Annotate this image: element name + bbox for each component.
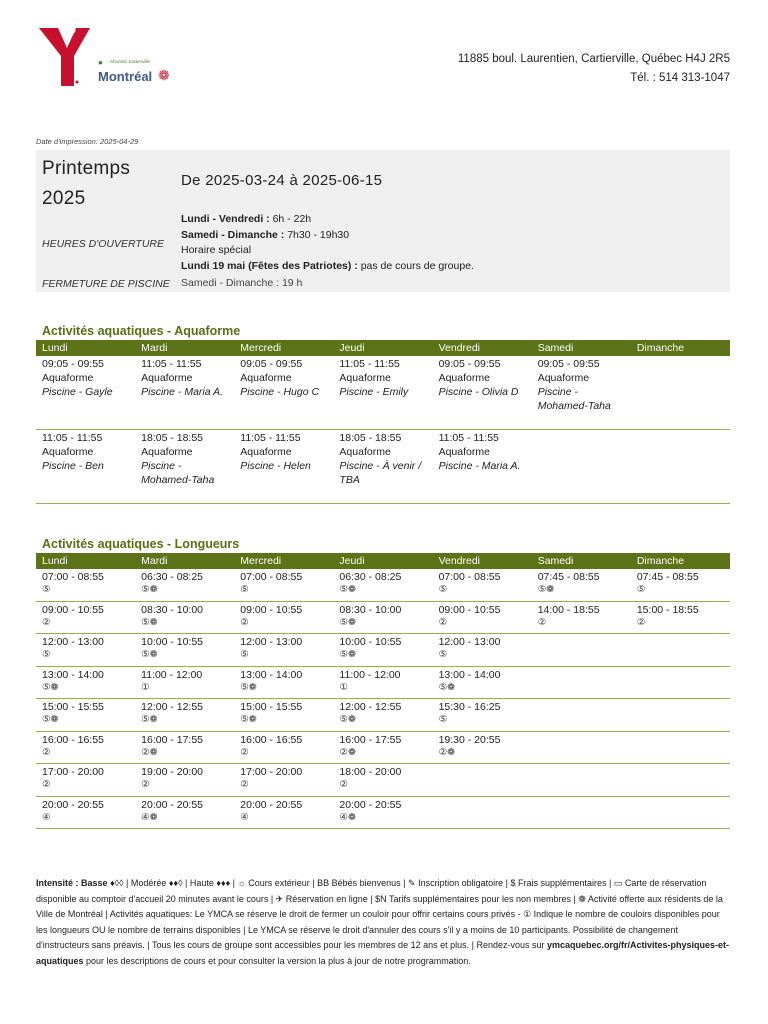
lane-time: 07:45 - 08:55 bbox=[636, 571, 699, 583]
lane-cell[interactable] bbox=[135, 634, 234, 667]
lane-time: 07:45 - 08:55 bbox=[537, 571, 600, 583]
lane-count-icon: ⑤ bbox=[438, 649, 448, 660]
class-location-instructor: Piscine - Emily bbox=[339, 386, 409, 398]
lane-count-icon: ⑤❁ bbox=[240, 714, 257, 725]
lane-count-icon: ⑤❁ bbox=[438, 681, 456, 693]
class-name: Aquaforme bbox=[141, 446, 193, 458]
lane-count-icon: ⑤❁ bbox=[42, 681, 59, 693]
lane-count-icon: ② bbox=[438, 616, 448, 628]
address: 11885 boul. Laurentien, Cartierville, Québec H4J 2R5 bbox=[457, 53, 730, 65]
lane-cell bbox=[631, 666, 730, 699]
lane-time: 16:00 - 16:55 bbox=[240, 733, 303, 746]
lane-time: 12:00 - 12:55 bbox=[339, 701, 402, 713]
lane-cell bbox=[631, 764, 730, 797]
lane-time: 08:30 - 10:00 bbox=[339, 603, 402, 616]
lane-count-icon: ④❁ bbox=[141, 811, 158, 823]
lane-count-icon: ⑤ bbox=[42, 649, 51, 660]
lane-cell bbox=[532, 764, 631, 797]
class-name: Aquaforme bbox=[339, 372, 391, 384]
montreal-flower-icon: ❁ bbox=[158, 67, 170, 83]
class-cell[interactable] bbox=[36, 356, 135, 430]
lane-count-icon: ⑤❁ bbox=[141, 714, 158, 725]
class-location-instructor: Piscine - Maria A. bbox=[438, 460, 521, 472]
lane-time: 17:00 - 20:00 bbox=[240, 766, 303, 778]
lane-time: 09:00 - 10:55 bbox=[240, 603, 303, 616]
lane-count-icon: ② bbox=[141, 779, 150, 790]
lane-count-icon: ② bbox=[339, 779, 348, 790]
day-header-mardi: Mardi bbox=[135, 340, 234, 356]
lane-count-icon: ② bbox=[240, 779, 249, 790]
lane-count-icon: ② bbox=[636, 616, 646, 628]
class-location-instructor: Piscine - Hugo C bbox=[240, 386, 320, 398]
lane-time: 16:00 - 16:55 bbox=[42, 733, 104, 746]
class-cell[interactable] bbox=[135, 430, 234, 504]
lane-time: 08:30 - 10:00 bbox=[141, 603, 204, 616]
lane-time: 11:00 - 12:00 bbox=[141, 668, 203, 681]
lane-cell[interactable] bbox=[333, 569, 432, 601]
class-cell[interactable] bbox=[135, 356, 234, 430]
aquaforme-title: Activités aquatiques - Aquaforme bbox=[42, 324, 241, 338]
class-location-instructor: Piscine - Ben bbox=[42, 460, 104, 472]
phone: Tél. : 514 313-1047 bbox=[630, 72, 730, 84]
lane-cell[interactable] bbox=[36, 601, 135, 634]
lane-cell[interactable] bbox=[234, 569, 333, 601]
lane-time: 12:00 - 12:55 bbox=[141, 701, 204, 713]
class-location-instructor: Piscine - Mohamed-Taha bbox=[537, 386, 611, 412]
class-time: 11:05 - 11:55 bbox=[42, 432, 103, 444]
lane-count-icon: ⑤❁ bbox=[141, 649, 158, 660]
class-cell[interactable] bbox=[333, 356, 432, 430]
day-header-samedi: Samedi bbox=[532, 340, 631, 356]
class-name: Aquaforme bbox=[42, 372, 94, 384]
season-line1: Printemps bbox=[42, 158, 131, 179]
lane-time: 20:00 - 20:55 bbox=[42, 798, 104, 811]
lane-count-icon: ⑤❁ bbox=[141, 584, 158, 595]
lane-cell[interactable] bbox=[532, 601, 631, 634]
lane-time: 10:00 - 10:55 bbox=[141, 636, 204, 648]
lane-time: 20:00 - 20:55 bbox=[141, 798, 204, 811]
lane-cell[interactable] bbox=[36, 764, 135, 797]
hours-details bbox=[181, 212, 474, 292]
lane-cell bbox=[532, 731, 631, 764]
season-line2: 2025 bbox=[42, 188, 86, 209]
lane-time: 07:00 - 08:55 bbox=[240, 571, 303, 583]
lane-cell[interactable] bbox=[135, 764, 234, 797]
class-name: Aquaforme bbox=[240, 446, 292, 458]
class-cell[interactable] bbox=[433, 356, 532, 430]
lane-cell[interactable] bbox=[36, 666, 135, 699]
legend: Intensité : Basse ♦◊◊ | Modérée ♦♦◊ | Haute ♦♦♦ | ☼ Cours extérieur | BB Bébés bienvenus | ✎ Inscription obligatoire | $ Frais supplémentaires | ▭ Carte de réservation disponible au comptoir d'accueil 20 minutes avant le cours | ✈ Réservation en ligne | $N Tarifs supplémentaires pour les non membres | ❁ Activité offerte aux résidents de la Ville de Montréal | Activités aquatiques: Le YMCA se réserve le droit de fermer un couloir pour offrir certains cours privés - ① Indique le nombre de couloirs disponibles pour les longueurs OU le nombre de terrains disponibles | Le YMCA se réserve le droit d'annuler des cours s'il y a moins de 10 participants. Possibilité de changement d'instructeurs sans préavis. | Tous les cours de groupe sont accessibles pour les membres de 12 ans et plus. | Rendez-vous sur ymcaquebec.org/fr/Activites-physiques-et-aquatiques pour les descriptions de cours et pour consulter la version la plus à jour de notre programmation. bbox=[36, 878, 730, 966]
lane-cell[interactable] bbox=[234, 796, 333, 829]
lane-cell[interactable] bbox=[532, 569, 631, 601]
lane-cell bbox=[532, 666, 631, 699]
table-row bbox=[36, 764, 730, 797]
lane-time: 12:00 - 13:00 bbox=[42, 636, 104, 648]
lane-time: 09:00 - 10:55 bbox=[42, 603, 104, 616]
lane-cell[interactable] bbox=[631, 569, 730, 601]
table-row bbox=[36, 569, 730, 601]
lane-time: 11:00 - 12:00 bbox=[339, 668, 401, 681]
lane-time: 16:00 - 17:55 bbox=[141, 733, 204, 746]
season-date-range: De 2025-03-24 à 2025-06-15 bbox=[181, 172, 383, 189]
class-name: Aquaforme bbox=[537, 372, 590, 384]
lane-cell bbox=[532, 634, 631, 667]
lane-count-icon: ⑤ bbox=[240, 649, 249, 660]
lane-cell[interactable] bbox=[36, 634, 135, 667]
lane-time: 16:00 - 17:55 bbox=[339, 733, 402, 746]
lane-count-icon: ⑤❁ bbox=[339, 616, 356, 628]
lane-cell[interactable] bbox=[433, 666, 532, 699]
class-time: 11:05 - 11:55 bbox=[240, 432, 301, 444]
lane-count-icon: ④ bbox=[42, 811, 51, 823]
day-header-vendredi: Vendredi bbox=[433, 340, 532, 356]
day-header-dimanche: Dimanche bbox=[631, 553, 730, 569]
class-time: 11:05 - 11:55 bbox=[339, 358, 400, 370]
lane-count-icon: ⑤❁ bbox=[537, 584, 555, 595]
table-row bbox=[36, 430, 730, 504]
lane-time: 13:00 - 14:00 bbox=[42, 668, 104, 681]
day-header-vendredi: Vendredi bbox=[433, 553, 532, 569]
class-time: 09:05 - 09:55 bbox=[42, 358, 104, 370]
class-time: 09:05 - 09:55 bbox=[537, 358, 600, 370]
holiday-note: Lundi 19 mai (Fêtes des Patriotes) : pas de cours de groupe. bbox=[181, 259, 474, 272]
lane-count-icon: ②❁ bbox=[438, 746, 456, 758]
lane-count-icon: ⑤ bbox=[240, 584, 249, 595]
lane-time: 10:00 - 10:55 bbox=[339, 636, 402, 648]
class-time: 18:05 - 18:55 bbox=[339, 432, 402, 444]
lane-count-icon: ② bbox=[42, 779, 51, 790]
lane-cell bbox=[532, 796, 631, 829]
table-row bbox=[36, 666, 730, 699]
day-header-mercredi: Mercredi bbox=[234, 553, 333, 569]
lane-count-icon: ⑤ bbox=[438, 584, 448, 595]
website-link[interactable]: ymcaquebec.org/fr/Activites-physiques-et-aquatiques bbox=[36, 940, 730, 966]
lane-cell[interactable] bbox=[234, 666, 333, 699]
lane-time: 07:00 - 08:55 bbox=[438, 571, 501, 583]
class-cell bbox=[631, 430, 730, 504]
lane-cell[interactable] bbox=[234, 601, 333, 634]
aquaforme-table bbox=[36, 340, 730, 504]
day-header-dimanche: Dimanche bbox=[631, 340, 730, 356]
day-header-row bbox=[36, 553, 730, 569]
org-city-label: Montréal bbox=[98, 69, 153, 84]
lane-cell bbox=[433, 764, 532, 797]
lane-time: 18:00 - 20:00 bbox=[339, 766, 402, 778]
day-header-samedi: Samedi bbox=[532, 553, 631, 569]
lane-cell bbox=[631, 634, 730, 667]
ymca-logo bbox=[36, 26, 196, 90]
lane-cell bbox=[433, 796, 532, 829]
class-location-instructor: Piscine - Maria A. bbox=[141, 386, 224, 398]
lane-cell[interactable] bbox=[234, 731, 333, 764]
lane-count-icon: ⑤❁ bbox=[141, 616, 158, 628]
special-schedule: Horaire spécial bbox=[181, 244, 252, 256]
day-header-jeudi: Jeudi bbox=[333, 553, 432, 569]
lane-cell[interactable] bbox=[135, 569, 234, 601]
hours-box bbox=[36, 150, 730, 292]
class-name: Aquaforme bbox=[339, 446, 391, 458]
lane-time: 15:00 - 15:55 bbox=[240, 701, 303, 713]
lane-cell bbox=[631, 699, 730, 732]
lane-cell[interactable] bbox=[333, 796, 432, 829]
class-location-instructor: Piscine - Mohamed-Taha bbox=[141, 460, 215, 486]
lane-count-icon: ④❁ bbox=[339, 811, 356, 823]
lane-cell[interactable] bbox=[433, 731, 532, 764]
lane-cell bbox=[631, 796, 730, 829]
table-row bbox=[36, 356, 730, 430]
season-title bbox=[42, 154, 130, 214]
lane-cell[interactable] bbox=[135, 666, 234, 699]
lane-cell[interactable] bbox=[234, 764, 333, 797]
lane-time: 14:00 - 18:55 bbox=[537, 603, 600, 616]
lane-time: 20:00 - 20:55 bbox=[339, 798, 402, 811]
lane-cell[interactable] bbox=[36, 569, 135, 601]
lane-count-icon: ② bbox=[42, 746, 51, 758]
lane-time: 15:30 - 16:25 bbox=[438, 701, 501, 713]
lane-cell[interactable] bbox=[135, 731, 234, 764]
lane-time: 15:00 - 18:55 bbox=[636, 603, 699, 616]
class-cell[interactable] bbox=[433, 430, 532, 504]
contact-info bbox=[458, 50, 730, 88]
lane-count-icon: ⑤❁ bbox=[42, 714, 59, 725]
lane-count-icon: ② bbox=[537, 616, 547, 628]
pool-closing-time: Samedi - Dimanche : 19 h bbox=[181, 277, 303, 289]
lane-cell[interactable] bbox=[36, 699, 135, 732]
lane-cell[interactable] bbox=[333, 601, 432, 634]
lane-time: 06:30 - 08:25 bbox=[141, 571, 204, 583]
print-date: Date d'impression: 2025-04-29 bbox=[36, 137, 139, 146]
class-cell[interactable] bbox=[532, 356, 631, 430]
day-header-jeudi: Jeudi bbox=[333, 340, 432, 356]
day-header-lundi: Lundi bbox=[36, 553, 135, 569]
lane-cell[interactable] bbox=[333, 764, 432, 797]
class-cell bbox=[631, 356, 730, 430]
hours-weekday: Lundi - Vendredi : 6h - 22h bbox=[181, 213, 312, 225]
lane-cell[interactable] bbox=[433, 601, 532, 634]
lane-time: 13:00 - 14:00 bbox=[438, 668, 501, 681]
class-time: 11:05 - 11:55 bbox=[438, 432, 499, 444]
table-row bbox=[36, 634, 730, 667]
lane-time: 19:30 - 20:55 bbox=[438, 733, 501, 746]
class-name: Aquaforme bbox=[141, 372, 193, 384]
class-time: 11:05 - 11:55 bbox=[141, 358, 202, 370]
lane-cell[interactable] bbox=[234, 699, 333, 732]
class-time: 18:05 - 18:55 bbox=[141, 432, 204, 444]
lane-count-icon: ① bbox=[339, 681, 348, 693]
opening-hours-label: HEURES D'OUVERTURE bbox=[42, 238, 164, 250]
hours-weekend: Samedi - Dimanche : 7h30 - 19h30 bbox=[181, 228, 350, 241]
lane-count-icon: ⑤❁ bbox=[339, 649, 356, 660]
lane-cell[interactable] bbox=[135, 796, 234, 829]
lane-count-icon: ⑤ bbox=[438, 714, 448, 725]
lane-count-icon: ⑤❁ bbox=[339, 584, 356, 595]
class-name: Aquaforme bbox=[240, 372, 292, 384]
class-name: Aquaforme bbox=[42, 446, 94, 458]
lane-count-icon: ②❁ bbox=[339, 746, 356, 758]
longueurs-title: Activités aquatiques - Longueurs bbox=[42, 537, 240, 551]
lane-cell bbox=[532, 699, 631, 732]
day-header-mercredi: Mercredi bbox=[234, 340, 333, 356]
lane-time: 06:30 - 08:25 bbox=[339, 571, 402, 583]
lane-count-icon: ⑤❁ bbox=[339, 714, 356, 725]
lane-cell[interactable] bbox=[433, 699, 532, 732]
lane-count-icon: ⑤ bbox=[42, 584, 51, 595]
class-location-instructor: Piscine - À venir / TBA bbox=[339, 460, 422, 486]
lane-count-icon: ⑤❁ bbox=[240, 681, 257, 693]
day-header-row bbox=[36, 340, 730, 356]
table-row bbox=[36, 699, 730, 732]
lane-time: 09:00 - 10:55 bbox=[438, 603, 501, 616]
lane-cell[interactable] bbox=[333, 634, 432, 667]
lane-cell[interactable] bbox=[333, 699, 432, 732]
class-name: Aquaforme bbox=[438, 372, 490, 384]
lane-cell[interactable] bbox=[135, 601, 234, 634]
lane-count-icon: ② bbox=[240, 746, 249, 758]
lane-count-icon: ② bbox=[42, 616, 51, 628]
lane-time: 07:00 - 08:55 bbox=[42, 571, 104, 583]
class-cell bbox=[532, 430, 631, 504]
leaf-icon: ● bbox=[98, 58, 103, 67]
table-row bbox=[36, 601, 730, 634]
class-cell[interactable] bbox=[234, 430, 333, 504]
class-name: Aquaforme bbox=[438, 446, 490, 458]
lane-count-icon: ① bbox=[141, 681, 150, 693]
lane-cell[interactable] bbox=[36, 731, 135, 764]
lane-count-icon: ②❁ bbox=[141, 746, 158, 758]
class-cell[interactable] bbox=[333, 430, 432, 504]
pool-closing-label: FERMETURE DE PISCINE bbox=[42, 278, 170, 290]
longueurs-table bbox=[36, 553, 730, 829]
class-location-instructor: Piscine - Helen bbox=[240, 460, 311, 472]
lane-time: 15:00 - 15:55 bbox=[42, 701, 104, 713]
lane-count-icon: ② bbox=[240, 616, 249, 628]
lane-cell[interactable] bbox=[333, 666, 432, 699]
lane-count-icon: ④ bbox=[240, 811, 249, 823]
lane-time: 17:00 - 20:00 bbox=[42, 766, 104, 778]
lane-cell bbox=[631, 731, 730, 764]
lane-cell[interactable] bbox=[135, 699, 234, 732]
class-time: 09:05 - 09:55 bbox=[240, 358, 303, 370]
class-location-instructor: Piscine - Gayle bbox=[42, 386, 113, 398]
lane-cell[interactable] bbox=[631, 601, 730, 634]
lane-cell[interactable] bbox=[234, 634, 333, 667]
day-header-lundi: Lundi bbox=[36, 340, 135, 356]
lane-cell[interactable] bbox=[36, 796, 135, 829]
lane-cell[interactable] bbox=[333, 731, 432, 764]
lane-count-icon: ⑤ bbox=[636, 584, 646, 595]
class-location-instructor: Piscine - Olivia D bbox=[438, 386, 519, 398]
lane-time: 12:00 - 13:00 bbox=[438, 636, 501, 648]
day-header-mardi: Mardi bbox=[135, 553, 234, 569]
table-row bbox=[36, 731, 730, 764]
lane-cell[interactable] bbox=[433, 569, 532, 601]
lane-time: 19:00 - 20:00 bbox=[141, 766, 204, 778]
lane-time: 13:00 - 14:00 bbox=[240, 668, 303, 681]
table-row bbox=[36, 796, 730, 829]
lane-cell[interactable] bbox=[433, 634, 532, 667]
org-small-label: Ahuntsic-Cartierville bbox=[110, 59, 151, 64]
class-time: 09:05 - 09:55 bbox=[438, 358, 501, 370]
class-cell[interactable] bbox=[36, 430, 135, 504]
lane-time: 12:00 - 13:00 bbox=[240, 636, 303, 648]
class-cell[interactable] bbox=[234, 356, 333, 430]
lane-time: 20:00 - 20:55 bbox=[240, 798, 303, 811]
